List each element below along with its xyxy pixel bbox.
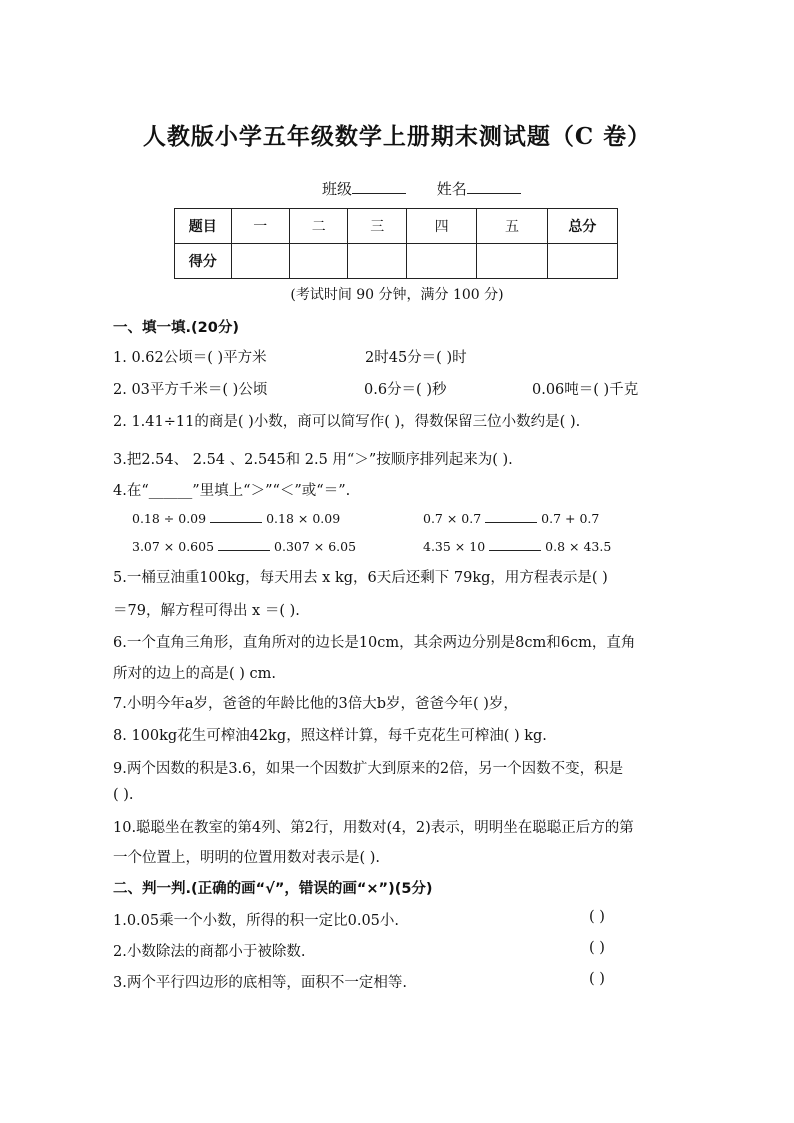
compare-expr: 0.8 × 43.5 <box>545 539 612 554</box>
exam-note: (考试时间 90 分钟，满分 100 分) <box>290 287 504 303</box>
question-7a: 6.一个直角三角形，直角所对的边长是10cm，其余两边分别是8cm和6cm，直角 <box>113 635 636 651</box>
class-name-line <box>322 178 521 199</box>
question-5: 4.在“______”里填上“＞”“＜”或“＝”. <box>113 483 351 499</box>
question-7b: 所对的边上的高是( ) cm. <box>113 666 277 682</box>
score-header-cell: 四 <box>406 209 476 244</box>
question-3: 2. 1.41÷11的商是( )小数，商可以简写作( )，得数保留三位小数约是( ). <box>113 414 581 430</box>
score-header-cell: 五 <box>477 209 547 244</box>
section-1-heading: 一、填一填.(20分) <box>113 320 239 336</box>
question-2b: 0.6分＝( )秒 <box>364 382 447 398</box>
class-label: 班级 <box>322 180 353 198</box>
compare-row-2-right <box>423 538 611 554</box>
question-10a: 9.两个因数的积是3.6，如果一个因数扩大到原来的2倍，另一个因数不变，积是 <box>113 761 624 777</box>
score-cell[interactable] <box>348 244 406 279</box>
judge-item-1: 1.0.05乘一个小数，所得的积一定比0.05小. <box>113 913 400 929</box>
score-table-header-row <box>175 209 618 244</box>
compare-expr: 0.7 + 0.7 <box>541 511 600 526</box>
question-8: 7.小明今年a岁，爸爸的年龄比他的3倍大b岁，爸爸今年( )岁， <box>113 696 518 712</box>
question-6a: 5.一桶豆油重100kg，每天用去 x kg，6天后还剩下 79kg，用方程表示是( ) <box>113 570 608 586</box>
question-11b: 一个位置上，明明的位置用数对表示是( ). <box>113 850 381 866</box>
score-cell[interactable] <box>477 244 547 279</box>
score-header-cell: 三 <box>348 209 406 244</box>
compare-expr: 3.07 × 0.605 <box>132 539 215 554</box>
name-blank[interactable] <box>467 179 521 194</box>
judge-answer-3[interactable]: ( ) <box>589 971 605 987</box>
question-10b: ( ). <box>113 787 134 803</box>
compare-row-1-left <box>132 510 340 526</box>
score-cell[interactable] <box>406 244 476 279</box>
score-cell[interactable] <box>547 244 617 279</box>
score-table-row <box>175 244 618 279</box>
compare-expr: 0.18 ÷ 0.09 <box>132 511 207 526</box>
compare-expr: 0.307 × 6.05 <box>274 539 357 554</box>
judge-answer-1[interactable]: ( ) <box>589 909 605 925</box>
question-9: 8. 100kg花生可榨油42kg，照这样计算，每千克花生可榨油( ) kg. <box>113 728 547 744</box>
judge-item-3: 3.两个平行四边形的底相等，面积不一定相等. <box>113 975 407 991</box>
score-header-cell: 题目 <box>175 209 232 244</box>
compare-blank[interactable] <box>218 538 270 551</box>
compare-blank[interactable] <box>489 538 541 551</box>
compare-blank[interactable] <box>485 510 537 523</box>
question-6b: ＝79，解方程可得出 x ＝( ). <box>113 603 300 619</box>
compare-expr: 0.18 × 0.09 <box>266 511 341 526</box>
class-blank[interactable] <box>352 179 406 194</box>
question-1b: 2时45分＝( )时 <box>365 350 467 366</box>
compare-expr: 4.35 × 10 <box>423 539 486 554</box>
question-1a: 1. 0.62公顷＝( )平方米 <box>113 350 267 366</box>
name-label: 姓名 <box>436 180 467 198</box>
question-11a: 10.聪聪坐在教室的第4列、第2行，用数对(4，2)表示，明明坐在聪聪正后方的第 <box>113 820 634 836</box>
judge-item-2: 2.小数除法的商都小于被除数. <box>113 944 306 960</box>
compare-row-1-right <box>423 510 599 526</box>
score-cell[interactable] <box>231 244 289 279</box>
compare-row-2-left <box>132 538 356 554</box>
question-2c: 0.06吨＝( )千克 <box>532 382 639 398</box>
page-title: 人教版小学五年级数学上册期末测试题（C 卷） <box>142 123 652 150</box>
score-header-cell: 总分 <box>547 209 617 244</box>
score-cell[interactable] <box>289 244 347 279</box>
section-2-heading: 二、判一判.(正确的画“√”，错误的画“×”)(5分) <box>113 881 433 897</box>
score-header-cell: 二 <box>289 209 347 244</box>
score-row-label: 得分 <box>175 244 232 279</box>
score-header-cell: 一 <box>231 209 289 244</box>
judge-answer-2[interactable]: ( ) <box>589 940 605 956</box>
score-table <box>174 208 618 279</box>
compare-expr: 0.7 × 0.7 <box>423 511 482 526</box>
question-2a: 2. 03平方千米＝( )公顷 <box>113 382 268 398</box>
question-4: 3.把2.54、 2.54 、2.545和 2.5 用“＞”按顺序排列起来为( ). <box>113 452 513 468</box>
compare-blank[interactable] <box>210 510 262 523</box>
